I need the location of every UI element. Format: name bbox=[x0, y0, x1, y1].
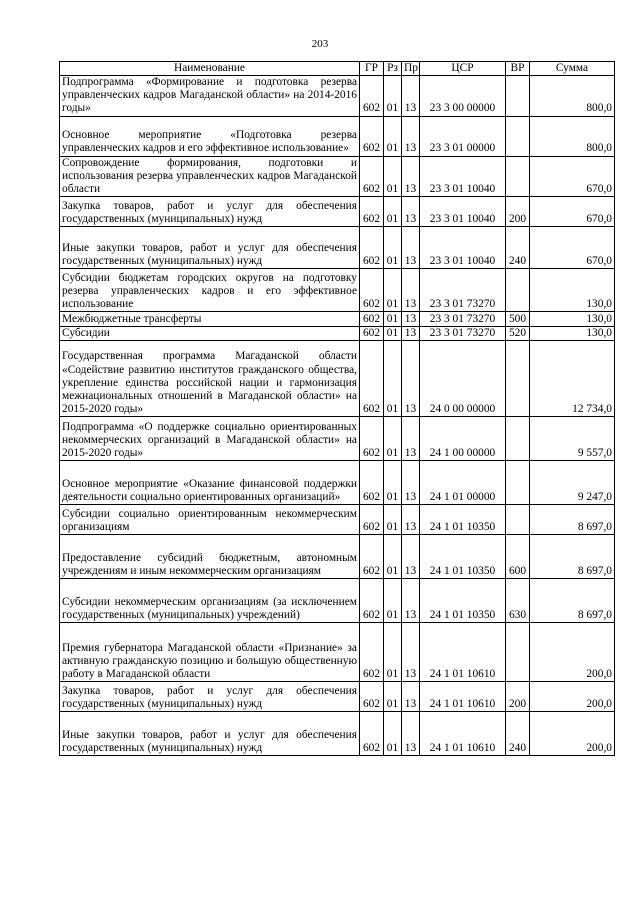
cell-csr: 24 1 01 10610 bbox=[420, 623, 506, 682]
cell-vr: 500 bbox=[506, 312, 530, 327]
header-rz: Рз bbox=[384, 62, 402, 76]
cell-gr: 602 bbox=[360, 116, 384, 156]
table-row bbox=[60, 682, 615, 712]
cell-gr: 602 bbox=[360, 227, 384, 269]
cell-name: Субсидии социально ориентированным некоммерческим организациям bbox=[60, 505, 360, 535]
cell-sum: 670,0 bbox=[530, 227, 615, 269]
cell-vr: 240 bbox=[506, 227, 530, 269]
cell-sum: 670,0 bbox=[530, 156, 615, 197]
cell-name: Основное мероприятие «Оказание финансовой поддержки деятельности социально ориентированных организаций» bbox=[60, 461, 360, 505]
cell-gr: 602 bbox=[360, 417, 384, 461]
cell-vr: 520 bbox=[506, 327, 530, 341]
table-row bbox=[60, 327, 615, 341]
table-row bbox=[60, 579, 615, 623]
cell-vr: 200 bbox=[506, 197, 530, 227]
table-row bbox=[60, 269, 615, 312]
table-row bbox=[60, 156, 615, 197]
cell-csr: 23 3 00 00000 bbox=[420, 76, 506, 117]
cell-rz: 01 bbox=[384, 579, 402, 623]
cell-rz: 01 bbox=[384, 417, 402, 461]
cell-pr: 13 bbox=[402, 269, 420, 312]
cell-name: Премия губернатора Магаданской области «Признание» за активную гражданскую позицию и большую общественную работу в Магаданской области bbox=[60, 623, 360, 682]
cell-sum: 8 697,0 bbox=[530, 505, 615, 535]
cell-csr: 23 3 01 10040 bbox=[420, 227, 506, 269]
table-row bbox=[60, 312, 615, 327]
cell-pr: 13 bbox=[402, 327, 420, 341]
table-row bbox=[60, 712, 615, 756]
cell-pr: 13 bbox=[402, 579, 420, 623]
cell-pr: 13 bbox=[402, 116, 420, 156]
cell-sum: 9 247,0 bbox=[530, 461, 615, 505]
table-header-row bbox=[60, 62, 615, 76]
cell-rz: 01 bbox=[384, 76, 402, 117]
cell-rz: 01 bbox=[384, 312, 402, 327]
cell-pr: 13 bbox=[402, 312, 420, 327]
cell-sum: 130,0 bbox=[530, 327, 615, 341]
page-number: 203 bbox=[311, 38, 329, 50]
cell-csr: 24 1 01 10350 bbox=[420, 535, 506, 579]
cell-pr: 13 bbox=[402, 623, 420, 682]
cell-pr: 13 bbox=[402, 227, 420, 269]
cell-gr: 602 bbox=[360, 579, 384, 623]
cell-vr: 200 bbox=[506, 682, 530, 712]
table-row bbox=[60, 341, 615, 417]
cell-name: Иные закупки товаров, работ и услуг для обеспечения государственных (муниципальных) нужд bbox=[60, 227, 360, 269]
cell-sum: 130,0 bbox=[530, 269, 615, 312]
cell-vr bbox=[506, 461, 530, 505]
cell-name: Предоставление субсидий бюджетным, автономным учреждениям и иным некоммерческим организациям bbox=[60, 535, 360, 579]
cell-csr: 23 3 01 73270 bbox=[420, 312, 506, 327]
table-row bbox=[60, 461, 615, 505]
cell-pr: 13 bbox=[402, 505, 420, 535]
cell-name: Сопровождение формирования, подготовки и использования резерва управленческих кадров Магаданской области bbox=[60, 156, 360, 197]
cell-pr: 13 bbox=[402, 76, 420, 117]
cell-pr: 13 bbox=[402, 197, 420, 227]
cell-csr: 24 1 01 10610 bbox=[420, 682, 506, 712]
cell-name: Иные закупки товаров, работ и услуг для обеспечения государственных (муниципальных) нужд bbox=[60, 712, 360, 756]
cell-csr: 24 0 00 00000 bbox=[420, 341, 506, 417]
cell-csr: 24 1 01 10350 bbox=[420, 579, 506, 623]
table-row bbox=[60, 227, 615, 269]
cell-gr: 602 bbox=[360, 197, 384, 227]
cell-csr: 24 1 01 00000 bbox=[420, 461, 506, 505]
table-row bbox=[60, 116, 615, 156]
cell-sum: 670,0 bbox=[530, 197, 615, 227]
cell-csr: 24 1 01 10610 bbox=[420, 712, 506, 756]
header-pr: Пр bbox=[402, 62, 420, 76]
cell-vr bbox=[506, 76, 530, 117]
cell-sum: 200,0 bbox=[530, 623, 615, 682]
cell-csr: 23 3 01 73270 bbox=[420, 327, 506, 341]
cell-pr: 13 bbox=[402, 156, 420, 197]
cell-rz: 01 bbox=[384, 156, 402, 197]
cell-gr: 602 bbox=[360, 156, 384, 197]
header-vr: ВР bbox=[506, 62, 530, 76]
cell-sum: 200,0 bbox=[530, 712, 615, 756]
cell-gr: 602 bbox=[360, 461, 384, 505]
cell-rz: 01 bbox=[384, 505, 402, 535]
table-body bbox=[60, 76, 615, 756]
header-name: Наименование bbox=[60, 62, 360, 76]
cell-vr bbox=[506, 116, 530, 156]
cell-gr: 602 bbox=[360, 623, 384, 682]
cell-rz: 01 bbox=[384, 461, 402, 505]
cell-gr: 602 bbox=[360, 327, 384, 341]
cell-rz: 01 bbox=[384, 682, 402, 712]
table-row bbox=[60, 623, 615, 682]
cell-pr: 13 bbox=[402, 535, 420, 579]
cell-pr: 13 bbox=[402, 682, 420, 712]
cell-sum: 200,0 bbox=[530, 682, 615, 712]
cell-rz: 01 bbox=[384, 116, 402, 156]
cell-vr bbox=[506, 156, 530, 197]
cell-vr bbox=[506, 623, 530, 682]
cell-gr: 602 bbox=[360, 269, 384, 312]
cell-rz: 01 bbox=[384, 197, 402, 227]
cell-pr: 13 bbox=[402, 712, 420, 756]
cell-name: Основное мероприятие «Подготовка резерва управленческих кадров и его эффективное использование» bbox=[60, 116, 360, 156]
budget-table bbox=[59, 61, 615, 756]
cell-sum: 8 697,0 bbox=[530, 535, 615, 579]
cell-pr: 13 bbox=[402, 417, 420, 461]
cell-vr bbox=[506, 417, 530, 461]
cell-name: Субсидии некоммерческим организациям (за исключением государственных (муниципальных) учреждений) bbox=[60, 579, 360, 623]
cell-rz: 01 bbox=[384, 341, 402, 417]
header-gr: ГР bbox=[360, 62, 384, 76]
cell-rz: 01 bbox=[384, 712, 402, 756]
cell-name: Подпрограмма «Формирование и подготовка резерва управленческих кадров Магаданской области» на 2014-2016 годы» bbox=[60, 76, 360, 117]
cell-name: Государственная программа Магаданской области «Содействие развитию институтов гражданского общества, укрепление единства российской нации и гармонизация межнациональных отношений в Магаданской области» на 2015-2020 годы» bbox=[60, 341, 360, 417]
cell-pr: 13 bbox=[402, 461, 420, 505]
cell-rz: 01 bbox=[384, 327, 402, 341]
cell-sum: 12 734,0 bbox=[530, 341, 615, 417]
cell-gr: 602 bbox=[360, 682, 384, 712]
table-row bbox=[60, 76, 615, 117]
cell-rz: 01 bbox=[384, 269, 402, 312]
cell-gr: 602 bbox=[360, 505, 384, 535]
cell-vr bbox=[506, 341, 530, 417]
table-row bbox=[60, 417, 615, 461]
cell-vr: 240 bbox=[506, 712, 530, 756]
cell-rz: 01 bbox=[384, 535, 402, 579]
cell-csr: 24 1 01 10350 bbox=[420, 505, 506, 535]
cell-name: Субсидии бюджетам городских округов на подготовку резерва управленческих кадров и его эффективное использование bbox=[60, 269, 360, 312]
table-row bbox=[60, 535, 615, 579]
cell-gr: 602 bbox=[360, 535, 384, 579]
cell-gr: 602 bbox=[360, 712, 384, 756]
header-csr: ЦСР bbox=[420, 62, 506, 76]
cell-gr: 602 bbox=[360, 341, 384, 417]
cell-csr: 24 1 00 00000 bbox=[420, 417, 506, 461]
cell-sum: 130,0 bbox=[530, 312, 615, 327]
cell-name: Межбюджетные трансферты bbox=[60, 312, 360, 327]
cell-sum: 800,0 bbox=[530, 76, 615, 117]
cell-vr: 600 bbox=[506, 535, 530, 579]
cell-vr bbox=[506, 269, 530, 312]
cell-vr bbox=[506, 505, 530, 535]
cell-sum: 9 557,0 bbox=[530, 417, 615, 461]
cell-name: Закупка товаров, работ и услуг для обеспечения государственных (муниципальных) нужд bbox=[60, 197, 360, 227]
cell-name: Подпрограмма «О поддержке социально ориентированных некоммерческих организаций в Магаданской области» на 2015-2020 годы» bbox=[60, 417, 360, 461]
table-row bbox=[60, 197, 615, 227]
header-sum: Сумма bbox=[530, 62, 615, 76]
cell-rz: 01 bbox=[384, 623, 402, 682]
cell-csr: 23 3 01 10040 bbox=[420, 156, 506, 197]
cell-csr: 23 3 01 00000 bbox=[420, 116, 506, 156]
cell-vr: 630 bbox=[506, 579, 530, 623]
cell-sum: 8 697,0 bbox=[530, 579, 615, 623]
cell-csr: 23 3 01 73270 bbox=[420, 269, 506, 312]
cell-name: Субсидии bbox=[60, 327, 360, 341]
cell-gr: 602 bbox=[360, 76, 384, 117]
cell-name: Закупка товаров, работ и услуг для обеспечения государственных (муниципальных) нужд bbox=[60, 682, 360, 712]
cell-gr: 602 bbox=[360, 312, 384, 327]
cell-pr: 13 bbox=[402, 341, 420, 417]
table-row bbox=[60, 505, 615, 535]
cell-csr: 23 3 01 10040 bbox=[420, 197, 506, 227]
cell-rz: 01 bbox=[384, 227, 402, 269]
cell-sum: 800,0 bbox=[530, 116, 615, 156]
